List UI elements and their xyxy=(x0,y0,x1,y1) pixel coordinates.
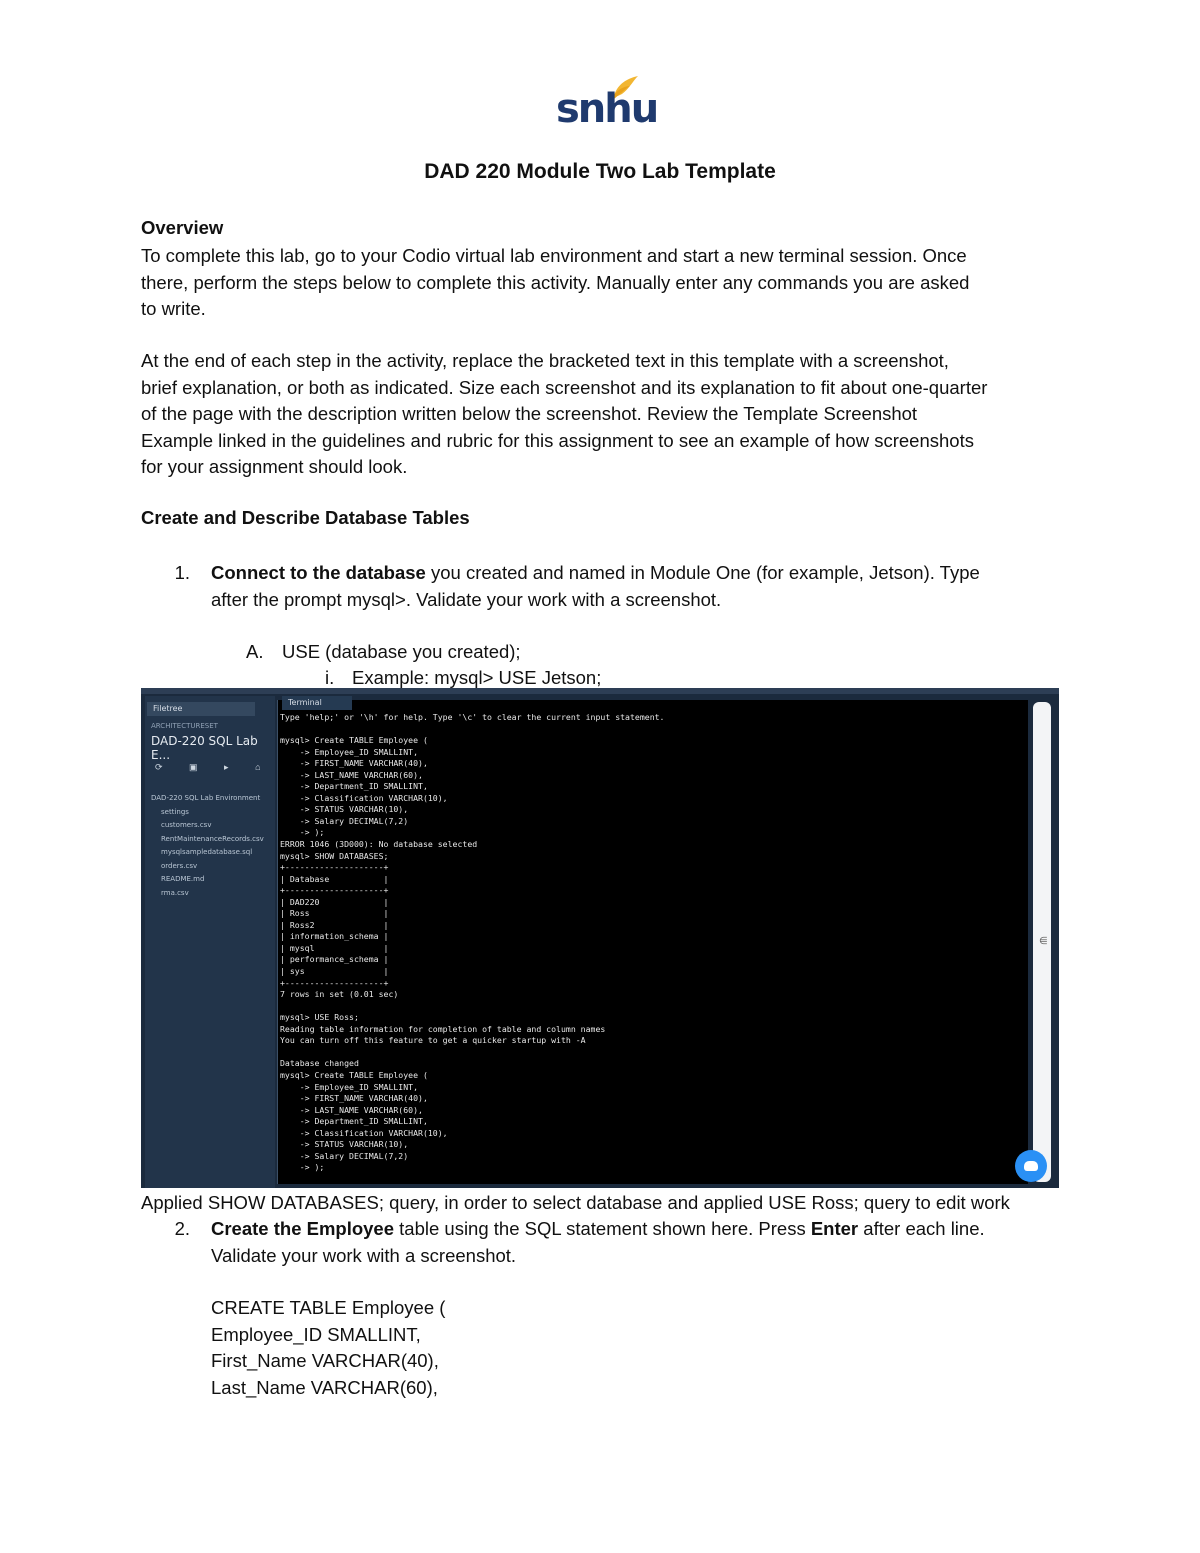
step-1-bold: Connect to the database xyxy=(211,562,426,583)
filetree-panel xyxy=(145,696,275,1188)
filetree-tab: Filetree xyxy=(147,702,255,716)
code-line: First_Name VARCHAR(40), xyxy=(211,1350,439,1371)
code-line: Employee_ID SMALLINT, xyxy=(211,1323,421,1345)
code-line: CREATE TABLE Employee ( xyxy=(211,1297,446,1318)
step-1ai-number: i. xyxy=(325,667,335,688)
overview-paragraph-1 xyxy=(141,243,1061,323)
collapse-arrow-icon: ⋹ xyxy=(1039,936,1048,947)
text-line: brief explanation, or both as indicated. Size each screenshot and its explanation to fit about one-quarter xyxy=(141,376,988,398)
file-item: mysqlsampledatabase.sql xyxy=(161,848,253,856)
step-1a-text: USE (database you created); xyxy=(282,641,521,662)
terminal-screenshot xyxy=(141,688,1059,1188)
text-line: of the page with the description written below the screenshot. Review the Template Screenshot xyxy=(141,403,918,424)
text-line: At the end of each step in the activity, replace the bracketed text in this template with a screenshot, xyxy=(141,350,949,371)
overview-heading: Overview xyxy=(141,217,224,238)
filetree-toolbar-icons: ⟳ ▣ ▸ ⌂ xyxy=(155,762,273,772)
project-owner: ARCHITECTURESET xyxy=(151,722,218,730)
terminal-panel xyxy=(277,700,1028,1184)
step-2-text xyxy=(211,1216,1061,1269)
file-item: RentMaintenanceRecords.csv xyxy=(161,834,264,843)
step-1ai-text: Example: mysql> USE Jetson; xyxy=(352,667,602,688)
overview-paragraph-2 xyxy=(141,348,1061,481)
step-1-text xyxy=(211,560,1061,613)
text-line: To complete this lab, go to your Codio virtual lab environment and start a new terminal session. Once xyxy=(141,245,967,266)
logo-wordmark: snhu xyxy=(556,86,658,132)
sql-code-block xyxy=(211,1295,445,1401)
snhu-logo xyxy=(556,74,658,134)
screenshot-caption: Applied SHOW DATABASES; query, in order to select database and applied USE Ross; query to edit work xyxy=(141,1192,1010,1213)
text-line: there, perform the steps below to complete this activity. Manually enter any commands you are asked xyxy=(141,271,970,293)
step-1-line2: after the prompt mysql>. Validate your work with a screenshot. xyxy=(211,588,722,610)
terminal-output: Type 'help;' or '\h' for help. Type '\c' to clear the current input statement. mysql> Create TABLE Employee ( -> Employee_ID SMALLINT, -> FIRST_NAME VARCHAR(40), -> LAST_NAME VARCHAR(60), -> Department_ID SMALLINT, -> Classification VARCHAR(10), -> STATUS VARCHAR(10), -> Salary DECIMAL(7,2) -> ); ERROR 1046 (3D000): No database selected mysql> SHOW DATABASES; +--------------------+ | Database | +--------------------+ | DAD220 | | Ross | | Ross2 | | information_schema | | mysql | | performance_schema | | sys | +--------------------+ 7 rows in set (0.01 sec) mysql> USE Ross; Reading table information for completion of table and column names You can turn off this feature to get a quicker startup with -A Database changed mysql> Create TABLE Employee ( -> Employee_ID SMALLINT, -> FIRST_NAME VARCHAR(40), -> LAST_NAME VARCHAR(60), -> Department_ID SMALLINT, -> Classification VARCHAR(10), -> STATUS VARCHAR(10), -> Salary DECIMAL(7,2) -> ); xyxy=(280,712,665,1173)
file-item: orders.csv xyxy=(161,861,198,870)
file-item: README.md xyxy=(161,875,205,883)
step-2-bold-2: Enter xyxy=(810,1218,859,1239)
step-1-number: 1. xyxy=(174,562,190,583)
step-2-number: 2. xyxy=(174,1218,190,1239)
step-2-end: after each line. xyxy=(858,1218,985,1239)
project-name: DAD-220 SQL Lab E... xyxy=(151,734,258,762)
file-list xyxy=(151,792,264,900)
step-1-rest: you created and named in Module One (for example, Jetson). Type xyxy=(425,562,980,583)
file-item: rma.csv xyxy=(161,888,189,897)
text-line: Example linked in the guidelines and rubric for this assignment to see an example of how screenshots xyxy=(141,429,974,451)
code-line: Last_Name VARCHAR(60), xyxy=(211,1376,438,1398)
page-title: DAD 220 Module Two Lab Template xyxy=(424,160,776,183)
terminal-tab: Terminal xyxy=(282,696,352,710)
file-item-root: DAD-220 SQL Lab Environment xyxy=(151,794,261,802)
text-line: to write. xyxy=(141,298,206,319)
file-item: customers.csv xyxy=(161,821,212,829)
step-2-line2: Validate your work with a screenshot. xyxy=(211,1244,517,1266)
step-2-mid: table using the SQL statement shown here. Press xyxy=(394,1218,811,1239)
section-heading: Create and Describe Database Tables xyxy=(141,507,470,528)
step-1a-number: A. xyxy=(246,641,264,662)
screenshot-top-bar xyxy=(141,688,1059,694)
step-2-bold-1: Create the Employee xyxy=(211,1218,395,1239)
text-line: for your assignment should look. xyxy=(141,456,408,477)
file-item: settings xyxy=(161,807,189,816)
assistant-bot-icon xyxy=(1015,1150,1047,1182)
